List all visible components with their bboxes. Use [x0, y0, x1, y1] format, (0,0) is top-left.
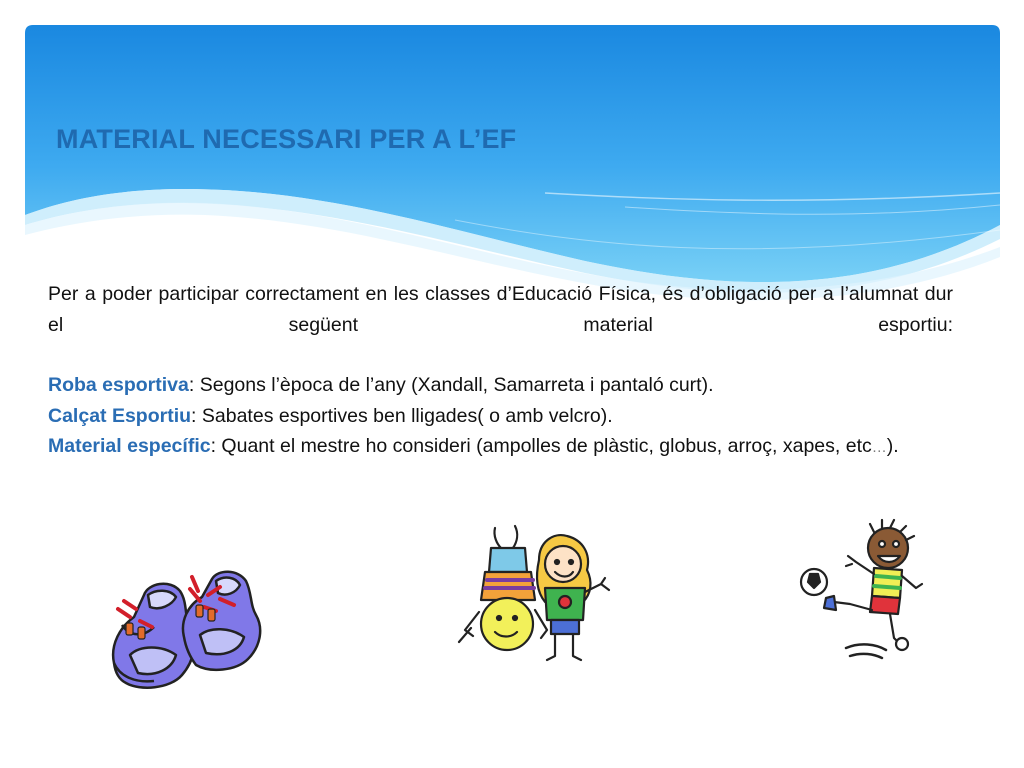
- slide-body: [48, 279, 953, 464]
- list-item-footwear: [48, 401, 953, 432]
- children-playing-clipart: [455, 520, 615, 670]
- slide-title: MATERIAL NECESSARI PER A L’EF: [56, 124, 517, 154]
- item-ellipsis: …: [871, 439, 887, 456]
- paragraph-spacer: [48, 340, 953, 370]
- boy-football-clipart: [790, 518, 925, 663]
- item-separator: :: [210, 435, 217, 457]
- list-item-clothing: [48, 370, 953, 401]
- item-label: Roba esportiva: [48, 374, 189, 396]
- item-separator: :: [188, 374, 195, 396]
- intro-paragraph: Per a poder participar correctament en les classes d’Educació Física, és d’obligació per a l’alumnat dur el següent material esportiu:: [48, 283, 953, 336]
- item-label: Calçat Esportiu: [48, 404, 192, 427]
- item-end: ).: [886, 435, 899, 457]
- item-separator: :: [191, 404, 197, 427]
- wave-decoration: [25, 25, 1000, 305]
- item-text: Sabates esportives ben lligades( o amb velcro).: [196, 404, 613, 427]
- item-text: Quant el mestre ho consideri (ampolles de plàstic, globus, arroç, xapes, etc: [216, 435, 872, 457]
- header-banner: [25, 25, 1000, 305]
- item-text: Segons l’època de l’any (Xandall, Samarreta i pantaló curt).: [194, 374, 714, 396]
- sneakers-clipart: [100, 565, 280, 695]
- item-label: Material específic: [48, 435, 211, 457]
- list-item-material: [48, 431, 953, 464]
